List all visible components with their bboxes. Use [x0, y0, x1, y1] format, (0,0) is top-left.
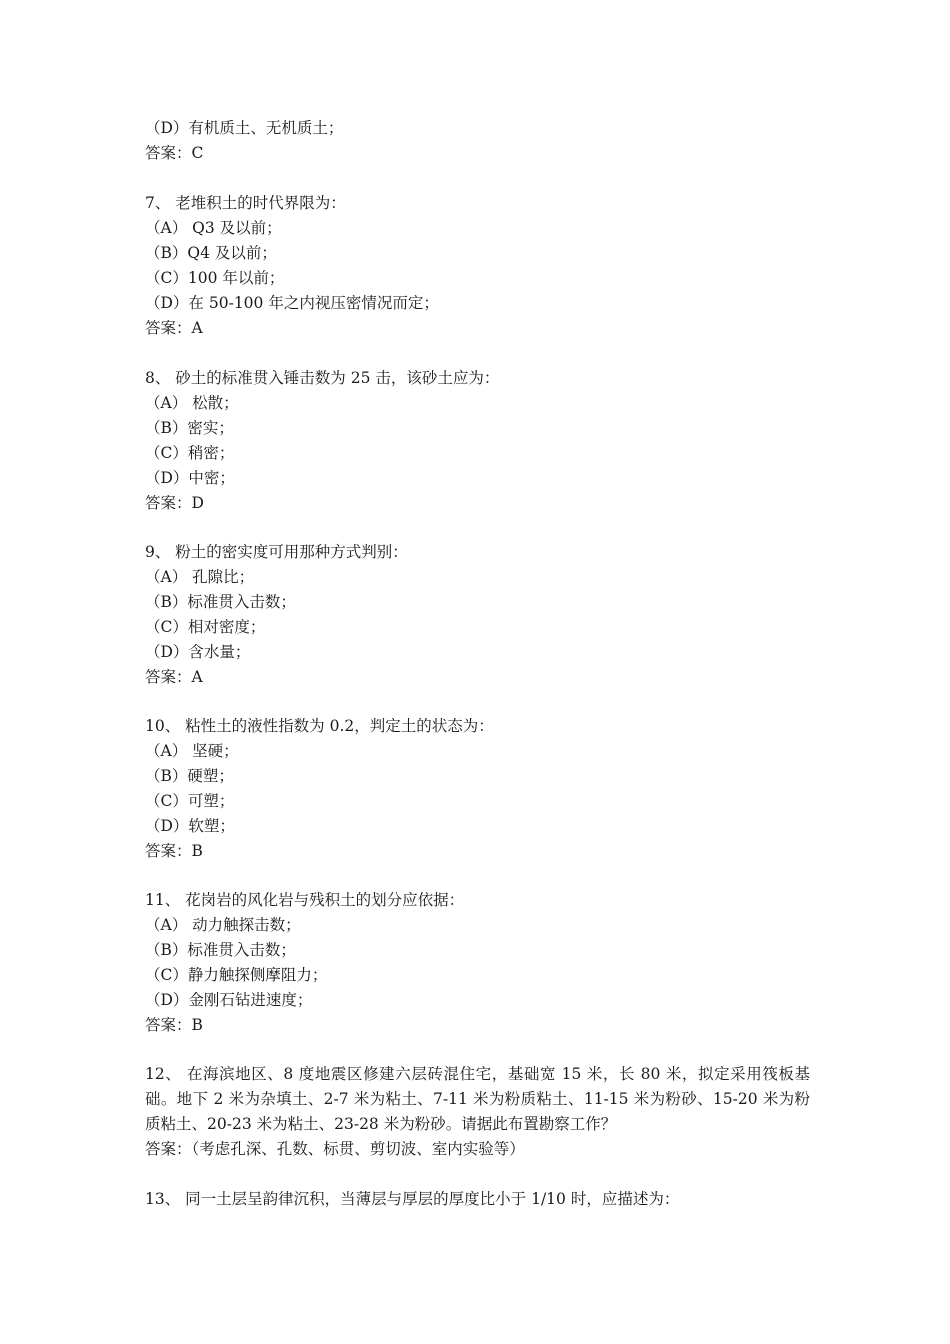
question-13: 13、 同一土层呈韵律沉积，当薄层与厚层的厚度比小于 1/10 时，应描述为： [145, 1190, 680, 1208]
option-d-q9: （D）含水量； [145, 643, 251, 661]
question-9: 9、 粉土的密实度可用那种方式判别： [145, 543, 408, 561]
option-b-q11: （B）标准贯入击数； [145, 941, 296, 959]
answer-q9: 答案：A [145, 668, 203, 686]
option-a-q7: （A） Q3 及以前； [145, 219, 282, 237]
option-a-q8: （A） 松散； [145, 394, 239, 412]
option-b-q8: （B）密实； [145, 419, 234, 437]
option-b-q7: （B）Q4 及以前； [145, 244, 277, 262]
answer-q10: 答案：B [145, 842, 203, 860]
answer-q8: 答案：D [145, 494, 204, 512]
option-c-q7: （C）100 年以前； [145, 269, 285, 287]
option-a-q9: （A） 孔隙比； [145, 568, 255, 586]
question-11: 11、 花岗岩的风化岩与残积土的划分应依据： [145, 891, 465, 909]
answer-q6: 答案：C [145, 144, 204, 162]
question-8: 8、 砂土的标准贯入锤击数为 25 击，该砂土应为： [145, 369, 500, 387]
option-d-q8: （D）中密； [145, 469, 235, 487]
option-b-q9: （B）标准贯入击数； [145, 593, 296, 611]
option-b-q10: （B）硬塑； [145, 767, 234, 785]
question-10: 10、 粘性土的液性指数为 0.2，判定土的状态为： [145, 717, 494, 735]
question-12: 12、 在海滨地区、8 度地震区修建六层砖混住宅，基础宽 15 米，长 80 米，拟定采用筏板基础。地下 2 米为杂填土、2-7 米为粘土、7-11 米为粉质粘土、11-15 米为粉砂、15-20 米为粉质粘土、20-23 米为粘土、23-28 米为粉砂。请据此布置勘察工作？ [145, 1065, 810, 1133]
option-c-q9: （C）相对密度； [145, 618, 266, 636]
answer-q11: 答案：B [145, 1016, 203, 1034]
option-d-q11: （D）金刚石钻进速度； [145, 991, 313, 1009]
option-d-q7: （D）在 50-100 年之内视压密情况而定； [145, 294, 439, 312]
option-c-q8: （C）稍密； [145, 444, 235, 462]
option-c-q11: （C）静力触探侧摩阻力； [145, 966, 328, 984]
option-c-q10: （C）可塑； [145, 792, 235, 810]
option-d-q6: （D）有机质土、无机质土； [145, 119, 344, 137]
option-a-q10: （A） 坚硬； [145, 742, 239, 760]
question-7: 7、 老堆积土的时代界限为： [145, 194, 346, 212]
option-a-q11: （A） 动力触探击数； [145, 916, 301, 934]
answer-q7: 答案：A [145, 319, 203, 337]
answer-q12: 答案：（考虑孔深、孔数、标贯、剪切波、室内实验等） [145, 1140, 525, 1158]
option-d-q10: （D）软塑； [145, 817, 235, 835]
